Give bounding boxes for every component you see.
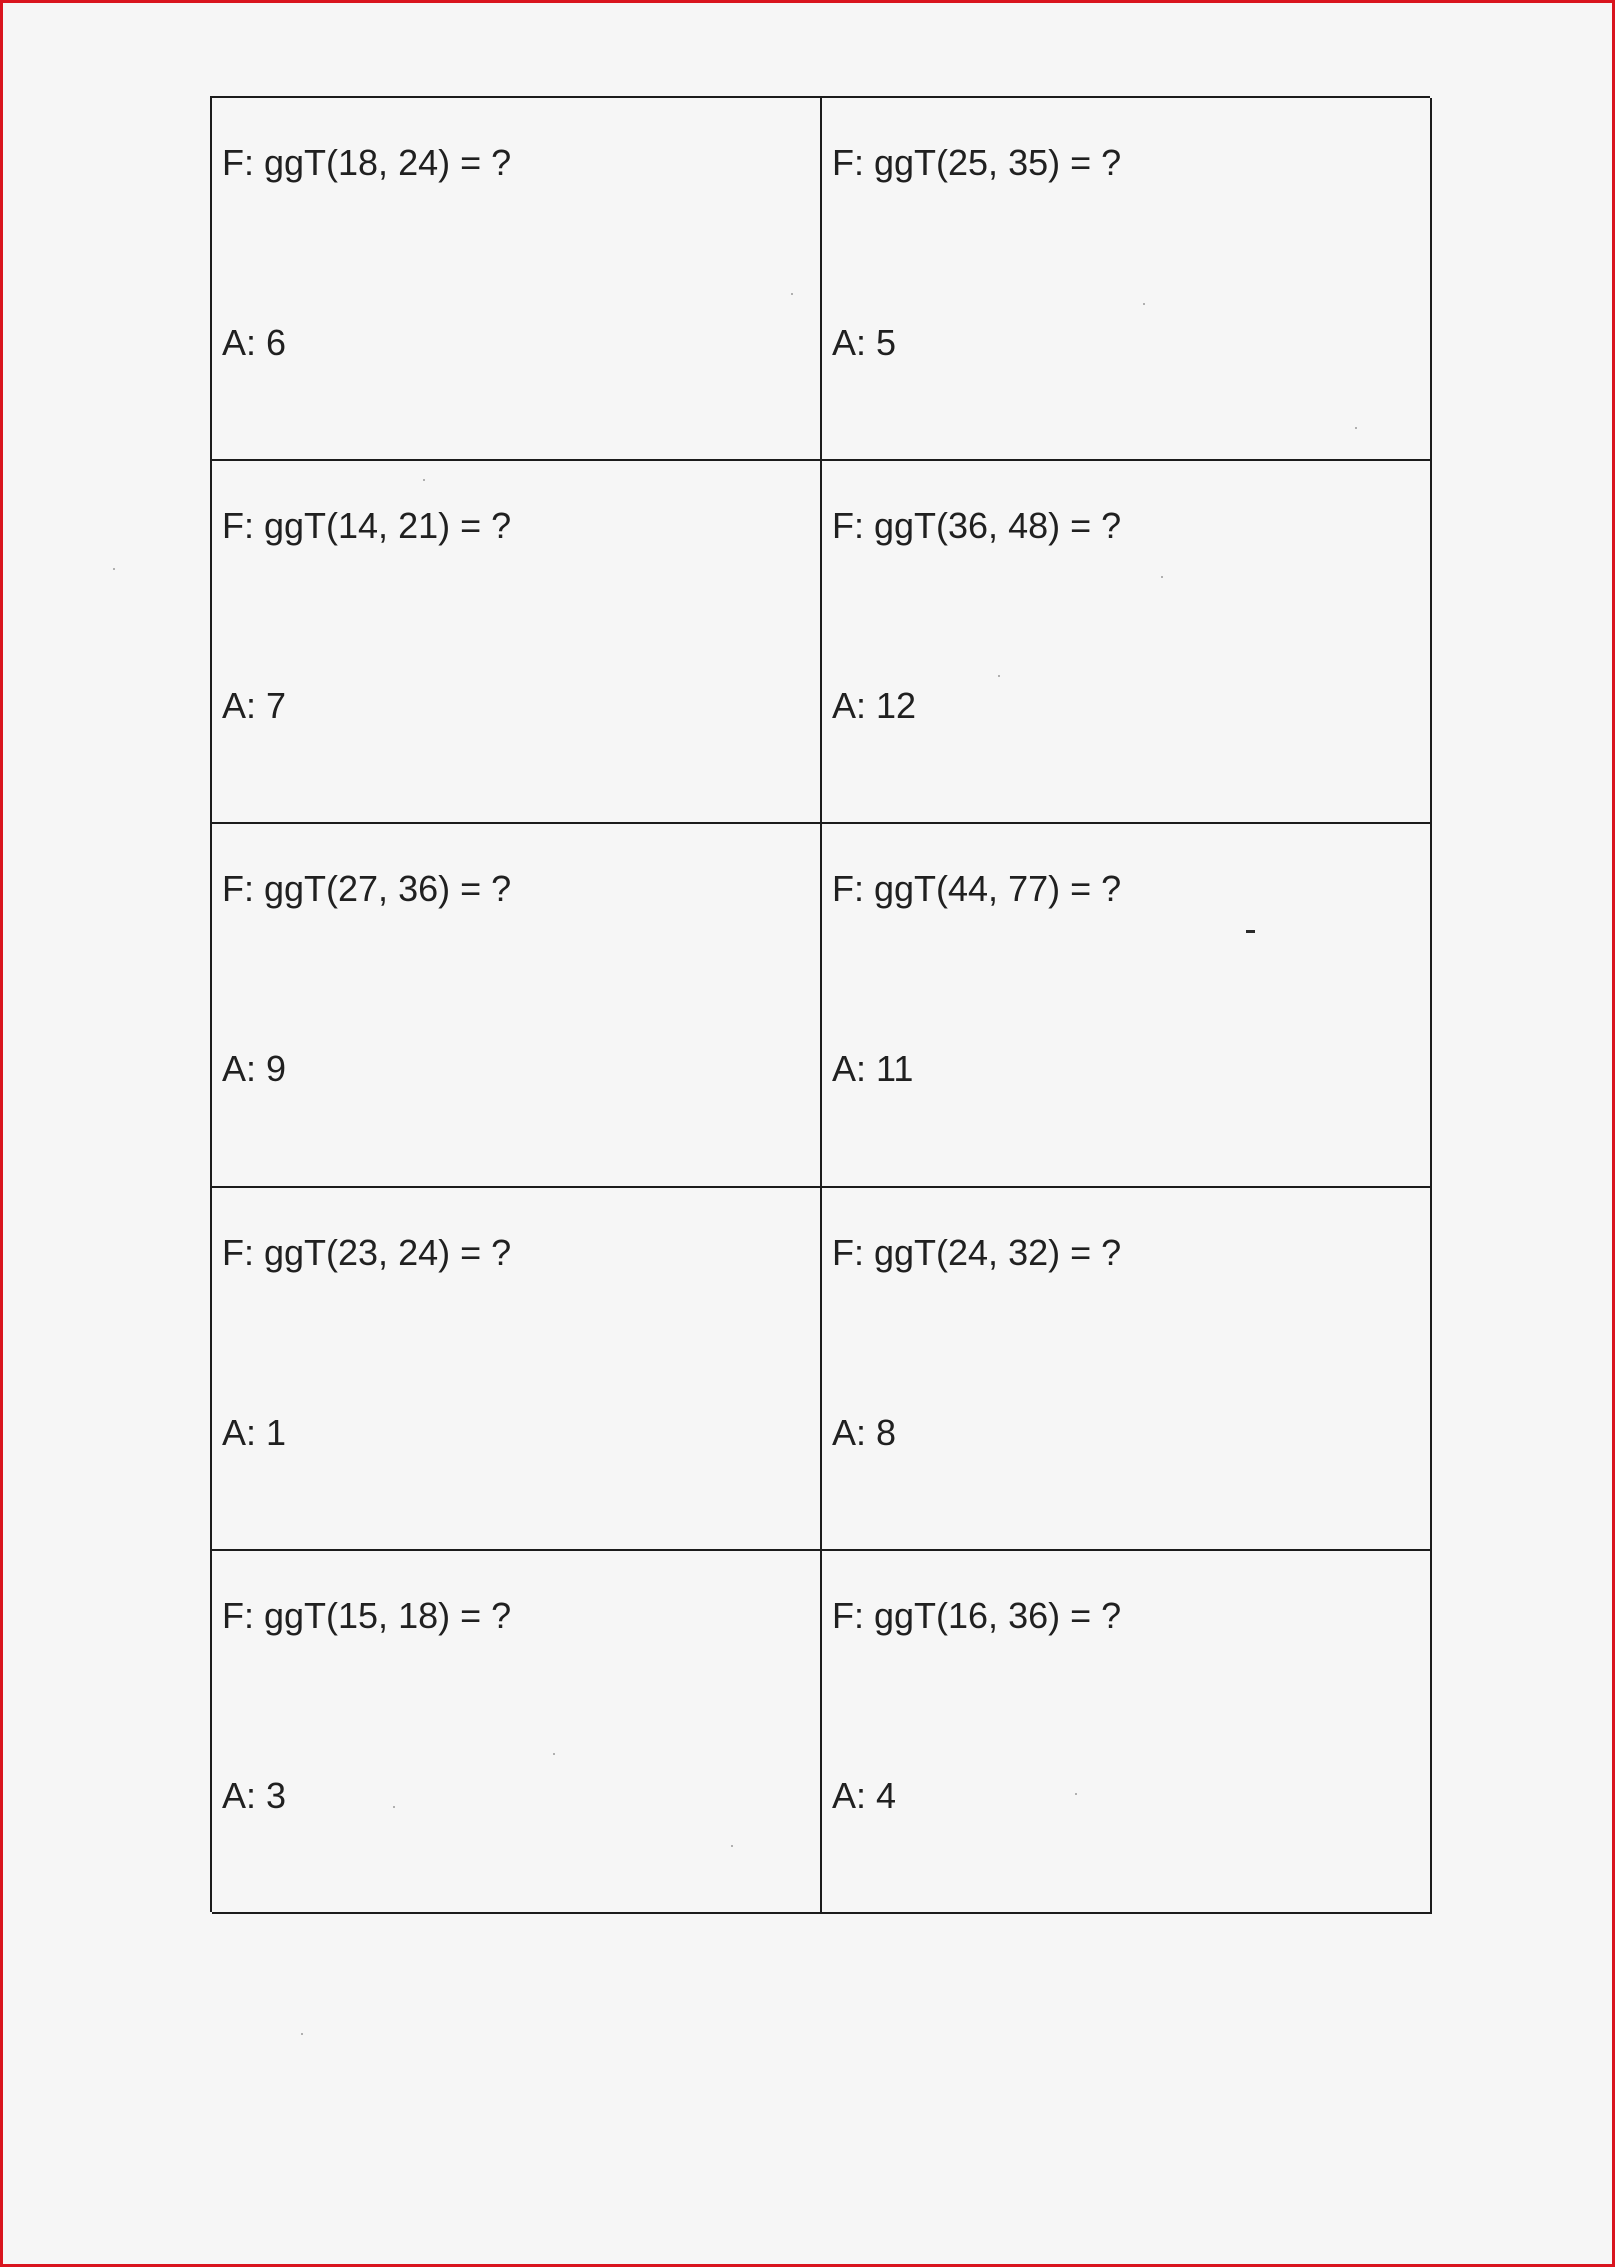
scan-speck bbox=[791, 293, 793, 295]
answer-text: A: 1 bbox=[222, 1411, 287, 1453]
flashcard bbox=[212, 824, 822, 1187]
question-text: F: ggT(23, 24) = ? bbox=[222, 1231, 512, 1273]
scan-speck bbox=[998, 675, 1000, 677]
question-text: F: ggT(36, 48) = ? bbox=[832, 505, 1122, 547]
flashcard bbox=[822, 98, 1432, 461]
scan-speck bbox=[731, 1845, 733, 1847]
answer-text: A: 7 bbox=[222, 685, 287, 727]
answer-text: A: 8 bbox=[832, 1411, 897, 1453]
answer-text: A: 11 bbox=[832, 1048, 914, 1090]
answer-text: A: 3 bbox=[222, 1774, 287, 1816]
flashcard bbox=[212, 1188, 822, 1551]
scan-speck bbox=[423, 479, 425, 481]
scan-speck bbox=[1161, 576, 1163, 578]
scan-speck bbox=[1143, 303, 1145, 305]
answer-text: A: 4 bbox=[832, 1774, 897, 1816]
scan-speck bbox=[393, 1806, 395, 1808]
answer-text: A: 6 bbox=[222, 322, 287, 363]
flashcard bbox=[822, 1188, 1432, 1551]
scan-speck bbox=[113, 568, 115, 570]
flashcard bbox=[212, 461, 822, 824]
question-text: F: ggT(25, 35) = ? bbox=[832, 142, 1122, 183]
flashcard bbox=[822, 824, 1432, 1187]
scan-speck bbox=[301, 2033, 303, 2035]
scan-mark bbox=[1246, 930, 1255, 933]
flashcard bbox=[822, 461, 1432, 824]
flashcard bbox=[212, 1551, 822, 1914]
flashcard bbox=[822, 1551, 1432, 1914]
scan-speck bbox=[553, 1753, 555, 1755]
question-text: F: ggT(18, 24) = ? bbox=[222, 142, 512, 183]
answer-text: A: 12 bbox=[832, 685, 917, 727]
question-text: F: ggT(24, 32) = ? bbox=[832, 1231, 1122, 1273]
scan-speck bbox=[1355, 427, 1357, 429]
answer-text: A: 5 bbox=[832, 322, 897, 363]
question-text: F: ggT(15, 18) = ? bbox=[222, 1594, 512, 1636]
scan-speck bbox=[1075, 1793, 1077, 1795]
question-text: F: ggT(14, 21) = ? bbox=[222, 505, 512, 547]
flashcard bbox=[212, 98, 822, 461]
question-text: F: ggT(27, 36) = ? bbox=[222, 868, 512, 910]
flashcard-grid bbox=[210, 96, 1430, 1912]
question-text: F: ggT(44, 77) = ? bbox=[832, 868, 1122, 910]
question-text: F: ggT(16, 36) = ? bbox=[832, 1594, 1122, 1636]
answer-text: A: 9 bbox=[222, 1048, 287, 1090]
